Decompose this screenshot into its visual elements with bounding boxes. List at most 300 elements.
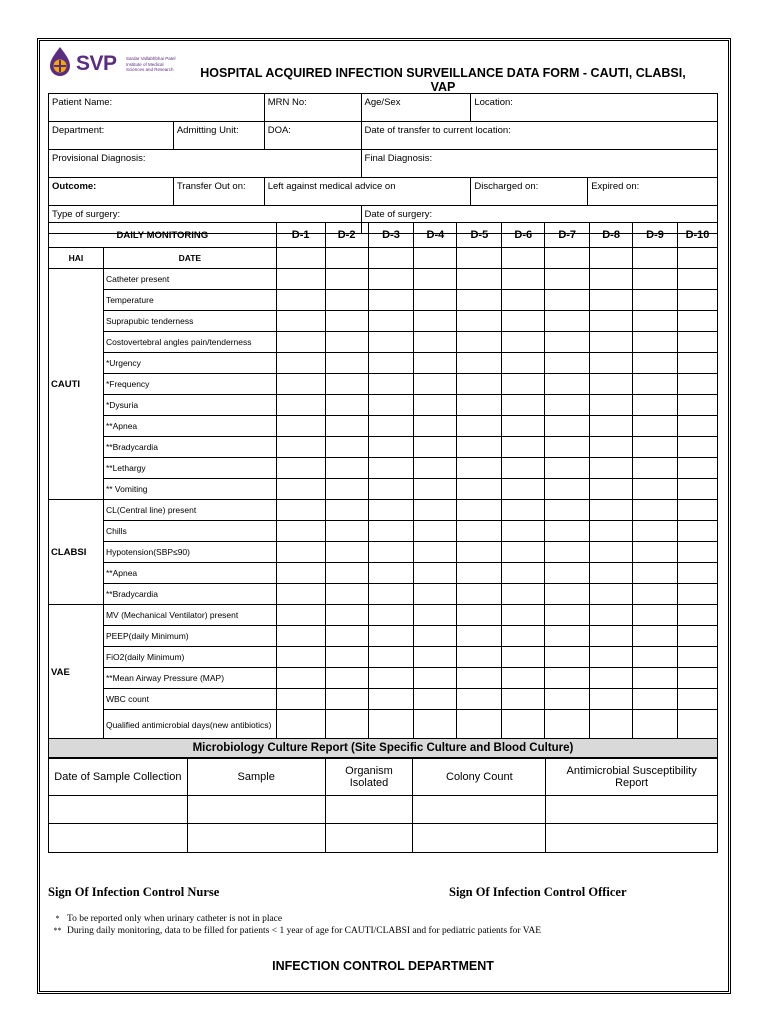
monitoring-cell[interactable] xyxy=(677,605,717,626)
parameter-label: *Frequency xyxy=(103,374,276,395)
monitoring-cell[interactable] xyxy=(677,269,717,290)
micro-row xyxy=(49,796,718,824)
monitoring-row xyxy=(49,710,718,740)
monitoring-cell[interactable] xyxy=(502,479,545,500)
monitoring-cell[interactable] xyxy=(633,416,678,437)
monitoring-cell[interactable] xyxy=(414,563,457,584)
monitoring-cell[interactable] xyxy=(545,374,590,395)
micro-cell[interactable] xyxy=(546,824,718,853)
monitoring-cell[interactable] xyxy=(414,458,457,479)
monitoring-cell[interactable] xyxy=(545,605,590,626)
parameter-label: Catheter present xyxy=(103,269,276,290)
parameter-label: PEEP(daily Minimum) xyxy=(103,626,276,647)
monitoring-cell[interactable] xyxy=(502,710,545,740)
monitoring-cell[interactable] xyxy=(457,542,502,563)
monitoring-cell[interactable] xyxy=(414,479,457,500)
hai-header: HAI xyxy=(49,248,104,269)
monitoring-cell[interactable] xyxy=(414,374,457,395)
monitoring-cell[interactable] xyxy=(545,626,590,647)
monitoring-cell[interactable] xyxy=(677,311,717,332)
monitoring-cell[interactable] xyxy=(276,647,325,668)
monitoring-cell[interactable] xyxy=(457,416,502,437)
monitoring-cell[interactable] xyxy=(457,668,502,689)
provisional-diagnosis-field[interactable]: Provisional Diagnosis: xyxy=(49,150,362,178)
parameter-label: Hypotension(SBP≤90) xyxy=(103,542,276,563)
micro-cell[interactable] xyxy=(187,824,325,853)
footnote-mark: ** xyxy=(53,926,62,935)
monitoring-cell[interactable] xyxy=(633,668,678,689)
monitoring-cell[interactable] xyxy=(502,668,545,689)
monitoring-cell[interactable] xyxy=(276,563,325,584)
monitoring-cell[interactable] xyxy=(325,710,368,740)
monitoring-cell[interactable] xyxy=(677,521,717,542)
footnotes xyxy=(48,913,541,937)
monitoring-cell[interactable] xyxy=(590,269,633,290)
monitoring-cell[interactable] xyxy=(325,521,368,542)
monitoring-cell[interactable] xyxy=(276,500,325,521)
transfer-out-field[interactable]: Transfer Out on: xyxy=(173,178,264,206)
monitoring-cell[interactable] xyxy=(457,626,502,647)
monitoring-cell[interactable] xyxy=(502,332,545,353)
monitoring-cell[interactable] xyxy=(633,290,678,311)
monitoring-cell[interactable] xyxy=(677,626,717,647)
monitoring-cell[interactable] xyxy=(368,437,414,458)
monitoring-cell[interactable] xyxy=(325,374,368,395)
monitoring-cell[interactable] xyxy=(590,437,633,458)
monitoring-cell[interactable] xyxy=(677,374,717,395)
monitoring-row xyxy=(49,563,718,584)
day-header: D-7 xyxy=(545,223,590,248)
monitoring-cell[interactable] xyxy=(368,311,414,332)
monitoring-cell[interactable] xyxy=(545,269,590,290)
monitoring-cell[interactable] xyxy=(590,290,633,311)
monitoring-cell[interactable] xyxy=(545,395,590,416)
monitoring-cell[interactable] xyxy=(457,290,502,311)
monitoring-cell[interactable] xyxy=(457,458,502,479)
monitoring-cell[interactable] xyxy=(590,521,633,542)
monitoring-row xyxy=(49,437,718,458)
monitoring-cell[interactable] xyxy=(633,605,678,626)
monitoring-cell[interactable] xyxy=(545,710,590,740)
monitoring-cell[interactable] xyxy=(545,563,590,584)
logo-subtitle: Sardar Vallabhbhai Patel Institute of Medical Sciences and Research xyxy=(126,56,176,72)
surgery-date-field[interactable]: Date of surgery: xyxy=(361,206,717,234)
monitoring-cell[interactable] xyxy=(502,437,545,458)
micro-cell[interactable] xyxy=(187,796,325,824)
monitoring-cell[interactable] xyxy=(325,353,368,374)
monitoring-cell[interactable] xyxy=(457,374,502,395)
monitoring-cell[interactable] xyxy=(325,647,368,668)
monitoring-cell[interactable] xyxy=(414,626,457,647)
monitoring-cell[interactable] xyxy=(677,710,717,740)
monitoring-cell[interactable] xyxy=(276,332,325,353)
monitoring-cell[interactable] xyxy=(633,395,678,416)
monitoring-cell[interactable] xyxy=(502,269,545,290)
monitoring-cell[interactable] xyxy=(457,521,502,542)
monitoring-cell[interactable] xyxy=(414,269,457,290)
monitoring-cell[interactable] xyxy=(368,626,414,647)
monitoring-cell[interactable] xyxy=(368,542,414,563)
monitoring-cell[interactable] xyxy=(590,395,633,416)
day-header: D-5 xyxy=(457,223,502,248)
monitoring-cell[interactable] xyxy=(677,647,717,668)
monitoring-cell[interactable] xyxy=(633,479,678,500)
monitoring-cell[interactable] xyxy=(502,689,545,710)
monitoring-cell[interactable] xyxy=(457,311,502,332)
monitoring-cell[interactable] xyxy=(633,374,678,395)
monitoring-cell[interactable] xyxy=(590,332,633,353)
monitoring-cell[interactable] xyxy=(633,458,678,479)
monitoring-cell[interactable] xyxy=(633,500,678,521)
date-cell[interactable] xyxy=(590,248,633,269)
monitoring-cell[interactable] xyxy=(633,647,678,668)
monitoring-cell[interactable] xyxy=(545,689,590,710)
monitoring-cell[interactable] xyxy=(677,500,717,521)
monitoring-cell[interactable] xyxy=(590,605,633,626)
day-header: D-8 xyxy=(590,223,633,248)
monitoring-cell[interactable] xyxy=(325,416,368,437)
monitoring-cell[interactable] xyxy=(276,290,325,311)
monitoring-cell[interactable] xyxy=(414,647,457,668)
date-cell[interactable] xyxy=(457,248,502,269)
svp-logo-icon xyxy=(48,46,72,78)
micro-cell[interactable] xyxy=(546,796,718,824)
monitoring-cell[interactable] xyxy=(325,605,368,626)
monitoring-cell[interactable] xyxy=(325,689,368,710)
monitoring-cell[interactable] xyxy=(677,668,717,689)
monitoring-cell[interactable] xyxy=(502,395,545,416)
monitoring-cell[interactable] xyxy=(590,668,633,689)
micro-cell[interactable] xyxy=(413,796,546,824)
monitoring-cell[interactable] xyxy=(545,353,590,374)
monitoring-row xyxy=(49,689,718,710)
monitoring-cell[interactable] xyxy=(414,290,457,311)
monitoring-cell[interactable] xyxy=(276,584,325,605)
monitoring-cell[interactable] xyxy=(633,563,678,584)
monitoring-cell[interactable] xyxy=(276,353,325,374)
date-cell[interactable] xyxy=(276,248,325,269)
monitoring-cell[interactable] xyxy=(502,290,545,311)
patient-info-table xyxy=(48,93,718,234)
monitoring-cell[interactable] xyxy=(677,290,717,311)
surgery-type-field[interactable]: Type of surgery: xyxy=(49,206,362,234)
footnote xyxy=(48,925,541,937)
monitoring-cell[interactable] xyxy=(276,605,325,626)
monitoring-cell[interactable] xyxy=(414,332,457,353)
nurse-signature-label: Sign Of Infection Control Nurse xyxy=(48,885,220,899)
monitoring-cell[interactable] xyxy=(368,647,414,668)
monitoring-row xyxy=(49,479,718,500)
monitoring-cell[interactable] xyxy=(457,584,502,605)
monitoring-cell[interactable] xyxy=(276,668,325,689)
monitoring-cell[interactable] xyxy=(545,416,590,437)
monitoring-cell[interactable] xyxy=(325,542,368,563)
monitoring-cell[interactable] xyxy=(502,584,545,605)
monitoring-cell[interactable] xyxy=(502,374,545,395)
monitoring-cell[interactable] xyxy=(276,626,325,647)
monitoring-cell[interactable] xyxy=(325,332,368,353)
monitoring-cell[interactable] xyxy=(545,437,590,458)
monitoring-cell[interactable] xyxy=(368,353,414,374)
monitoring-cell[interactable] xyxy=(502,353,545,374)
patient-name-field[interactable]: Patient Name: xyxy=(49,94,265,122)
monitoring-cell[interactable] xyxy=(368,668,414,689)
monitoring-cell[interactable] xyxy=(590,542,633,563)
monitoring-cell[interactable] xyxy=(502,563,545,584)
location-field[interactable]: Location: xyxy=(471,94,718,122)
monitoring-cell[interactable] xyxy=(457,605,502,626)
micro-cell[interactable] xyxy=(325,796,413,824)
monitoring-cell[interactable] xyxy=(414,500,457,521)
monitoring-cell[interactable] xyxy=(414,353,457,374)
monitoring-cell[interactable] xyxy=(276,395,325,416)
hai-group-label: VAE xyxy=(49,605,104,740)
monitoring-cell[interactable] xyxy=(368,605,414,626)
monitoring-cell[interactable] xyxy=(457,479,502,500)
monitoring-cell[interactable] xyxy=(457,689,502,710)
monitoring-cell[interactable] xyxy=(545,521,590,542)
monitoring-cell[interactable] xyxy=(590,689,633,710)
monitoring-cell[interactable] xyxy=(590,626,633,647)
monitoring-cell[interactable] xyxy=(677,542,717,563)
monitoring-cell[interactable] xyxy=(590,563,633,584)
monitoring-cell[interactable] xyxy=(457,647,502,668)
monitoring-cell[interactable] xyxy=(633,269,678,290)
monitoring-cell[interactable] xyxy=(502,500,545,521)
monitoring-cell[interactable] xyxy=(457,332,502,353)
monitoring-cell[interactable] xyxy=(633,626,678,647)
monitoring-cell[interactable] xyxy=(414,311,457,332)
monitoring-cell[interactable] xyxy=(677,479,717,500)
expired-field[interactable]: Expired on: xyxy=(588,178,718,206)
col-sample: Sample xyxy=(187,759,325,796)
day-header: D-10 xyxy=(677,223,717,248)
monitoring-cell[interactable] xyxy=(457,710,502,740)
monitoring-cell[interactable] xyxy=(368,710,414,740)
monitoring-cell[interactable] xyxy=(414,584,457,605)
day-header: D-2 xyxy=(325,223,368,248)
monitoring-cell[interactable] xyxy=(590,500,633,521)
monitoring-cell[interactable] xyxy=(502,458,545,479)
monitoring-cell[interactable] xyxy=(502,311,545,332)
monitoring-cell[interactable] xyxy=(414,689,457,710)
date-cell[interactable] xyxy=(368,248,414,269)
monitoring-cell[interactable] xyxy=(502,416,545,437)
monitoring-cell[interactable] xyxy=(677,332,717,353)
monitoring-cell[interactable] xyxy=(368,416,414,437)
monitoring-cell[interactable] xyxy=(414,395,457,416)
mrn-field[interactable]: MRN No: xyxy=(264,94,361,122)
monitoring-cell[interactable] xyxy=(414,710,457,740)
monitoring-cell[interactable] xyxy=(368,374,414,395)
micro-cell[interactable] xyxy=(325,824,413,853)
monitoring-cell[interactable] xyxy=(368,584,414,605)
monitoring-cell[interactable] xyxy=(276,311,325,332)
monitoring-cell[interactable] xyxy=(502,542,545,563)
monitoring-cell[interactable] xyxy=(457,437,502,458)
monitoring-cell[interactable] xyxy=(633,311,678,332)
hai-group-label: CAUTI xyxy=(49,269,104,500)
monitoring-cell[interactable] xyxy=(325,668,368,689)
monitoring-cell[interactable] xyxy=(502,605,545,626)
logo-brand-text: SVP xyxy=(76,52,117,75)
date-cell[interactable] xyxy=(545,248,590,269)
monitoring-row xyxy=(49,353,718,374)
monitoring-cell[interactable] xyxy=(276,374,325,395)
monitoring-cell[interactable] xyxy=(590,584,633,605)
monitoring-cell[interactable] xyxy=(545,647,590,668)
parameter-label: Temperature xyxy=(103,290,276,311)
admitting-unit-field[interactable]: Admitting Unit: xyxy=(173,122,264,150)
monitoring-cell[interactable] xyxy=(502,626,545,647)
monitoring-cell[interactable] xyxy=(368,521,414,542)
monitoring-cell[interactable] xyxy=(325,437,368,458)
monitoring-cell[interactable] xyxy=(545,500,590,521)
monitoring-cell[interactable] xyxy=(368,563,414,584)
monitoring-cell[interactable] xyxy=(325,290,368,311)
micro-row xyxy=(49,824,718,853)
monitoring-cell[interactable] xyxy=(590,647,633,668)
monitoring-cell[interactable] xyxy=(325,311,368,332)
department-field[interactable]: Department: xyxy=(49,122,174,150)
monitoring-cell[interactable] xyxy=(325,479,368,500)
monitoring-cell[interactable] xyxy=(590,311,633,332)
monitoring-cell[interactable] xyxy=(414,668,457,689)
monitoring-cell[interactable] xyxy=(414,437,457,458)
monitoring-cell[interactable] xyxy=(414,542,457,563)
micro-cell[interactable] xyxy=(413,824,546,853)
day-header: D-6 xyxy=(502,223,545,248)
lama-field[interactable]: Left against medical advice on xyxy=(264,178,471,206)
monitoring-cell[interactable] xyxy=(545,542,590,563)
date-cell[interactable] xyxy=(414,248,457,269)
doa-field[interactable]: DOA: xyxy=(264,122,361,150)
monitoring-cell[interactable] xyxy=(325,395,368,416)
monitoring-cell[interactable] xyxy=(545,584,590,605)
monitoring-cell[interactable] xyxy=(677,458,717,479)
monitoring-cell[interactable] xyxy=(633,437,678,458)
monitoring-cell[interactable] xyxy=(545,290,590,311)
parameter-label: Qualified antimicrobial days(new antibiotics) xyxy=(103,710,276,740)
parameter-label: WBC count xyxy=(103,689,276,710)
monitoring-cell[interactable] xyxy=(457,353,502,374)
day-header: D-1 xyxy=(276,223,325,248)
micro-cell[interactable] xyxy=(49,796,188,824)
transfer-date-field[interactable]: Date of transfer to current location: xyxy=(361,122,717,150)
monitoring-cell[interactable] xyxy=(677,353,717,374)
monitoring-cell[interactable] xyxy=(633,332,678,353)
monitoring-cell[interactable] xyxy=(590,458,633,479)
final-diagnosis-field[interactable]: Final Diagnosis: xyxy=(361,150,717,178)
monitoring-cell[interactable] xyxy=(590,353,633,374)
monitoring-cell[interactable] xyxy=(633,710,678,740)
age-sex-field[interactable]: Age/Sex xyxy=(361,94,471,122)
monitoring-cell[interactable] xyxy=(545,668,590,689)
monitoring-cell[interactable] xyxy=(325,626,368,647)
parameter-label: MV (Mechanical Ventilator) present xyxy=(103,605,276,626)
monitoring-cell[interactable] xyxy=(414,416,457,437)
col-sample-date: Date of Sample Collection xyxy=(49,759,188,796)
monitoring-cell[interactable] xyxy=(276,710,325,740)
monitoring-cell[interactable] xyxy=(414,521,457,542)
col-colony-count: Colony Count xyxy=(413,759,546,796)
monitoring-cell[interactable] xyxy=(457,500,502,521)
monitoring-cell[interactable] xyxy=(545,311,590,332)
date-cell[interactable] xyxy=(677,248,717,269)
monitoring-cell[interactable] xyxy=(590,710,633,740)
monitoring-cell[interactable] xyxy=(368,500,414,521)
monitoring-cell[interactable] xyxy=(590,374,633,395)
monitoring-cell[interactable] xyxy=(633,584,678,605)
monitoring-cell[interactable] xyxy=(325,563,368,584)
monitoring-cell[interactable] xyxy=(590,416,633,437)
monitoring-cell[interactable] xyxy=(276,479,325,500)
monitoring-cell[interactable] xyxy=(276,521,325,542)
date-cell[interactable] xyxy=(502,248,545,269)
monitoring-cell[interactable] xyxy=(368,479,414,500)
form-title: HOSPITAL ACQUIRED INFECTION SURVEILLANCE DATA FORM - CAUTI, CLABSI, VAP xyxy=(200,66,686,94)
discharged-field[interactable]: Discharged on: xyxy=(471,178,588,206)
monitoring-cell[interactable] xyxy=(276,416,325,437)
monitoring-row xyxy=(49,311,718,332)
monitoring-cell[interactable] xyxy=(457,269,502,290)
monitoring-cell[interactable] xyxy=(325,458,368,479)
monitoring-cell[interactable] xyxy=(368,332,414,353)
monitoring-cell[interactable] xyxy=(276,542,325,563)
parameter-label: Suprapubic tenderness xyxy=(103,311,276,332)
monitoring-cell[interactable] xyxy=(276,458,325,479)
col-organism: Organism Isolated xyxy=(325,759,413,796)
monitoring-cell[interactable] xyxy=(633,689,678,710)
monitoring-cell[interactable] xyxy=(368,689,414,710)
monitoring-cell[interactable] xyxy=(545,479,590,500)
monitoring-cell[interactable] xyxy=(677,395,717,416)
monitoring-cell[interactable] xyxy=(633,542,678,563)
monitoring-cell[interactable] xyxy=(677,689,717,710)
department-footer: INFECTION CONTROL DEPARTMENT xyxy=(272,959,494,973)
monitoring-cell[interactable] xyxy=(276,269,325,290)
monitoring-cell[interactable] xyxy=(502,647,545,668)
monitoring-cell[interactable] xyxy=(414,605,457,626)
monitoring-cell[interactable] xyxy=(677,584,717,605)
monitoring-cell[interactable] xyxy=(325,584,368,605)
date-cell[interactable] xyxy=(633,248,678,269)
monitoring-cell[interactable] xyxy=(368,290,414,311)
monitoring-cell[interactable] xyxy=(457,563,502,584)
monitoring-cell[interactable] xyxy=(368,395,414,416)
monitoring-row xyxy=(49,416,718,437)
monitoring-cell[interactable] xyxy=(457,395,502,416)
micro-cell[interactable] xyxy=(49,824,188,853)
monitoring-cell[interactable] xyxy=(368,269,414,290)
monitoring-cell[interactable] xyxy=(633,353,678,374)
monitoring-cell[interactable] xyxy=(276,689,325,710)
monitoring-cell[interactable] xyxy=(276,437,325,458)
monitoring-cell[interactable] xyxy=(325,500,368,521)
date-cell[interactable] xyxy=(325,248,368,269)
monitoring-cell[interactable] xyxy=(368,458,414,479)
monitoring-cell[interactable] xyxy=(590,479,633,500)
monitoring-cell[interactable] xyxy=(633,521,678,542)
monitoring-cell[interactable] xyxy=(677,563,717,584)
monitoring-cell[interactable] xyxy=(325,269,368,290)
parameter-label: *Dysuria xyxy=(103,395,276,416)
monitoring-cell[interactable] xyxy=(677,416,717,437)
monitoring-cell[interactable] xyxy=(677,437,717,458)
monitoring-cell[interactable] xyxy=(502,521,545,542)
monitoring-cell[interactable] xyxy=(545,458,590,479)
monitoring-cell[interactable] xyxy=(545,332,590,353)
